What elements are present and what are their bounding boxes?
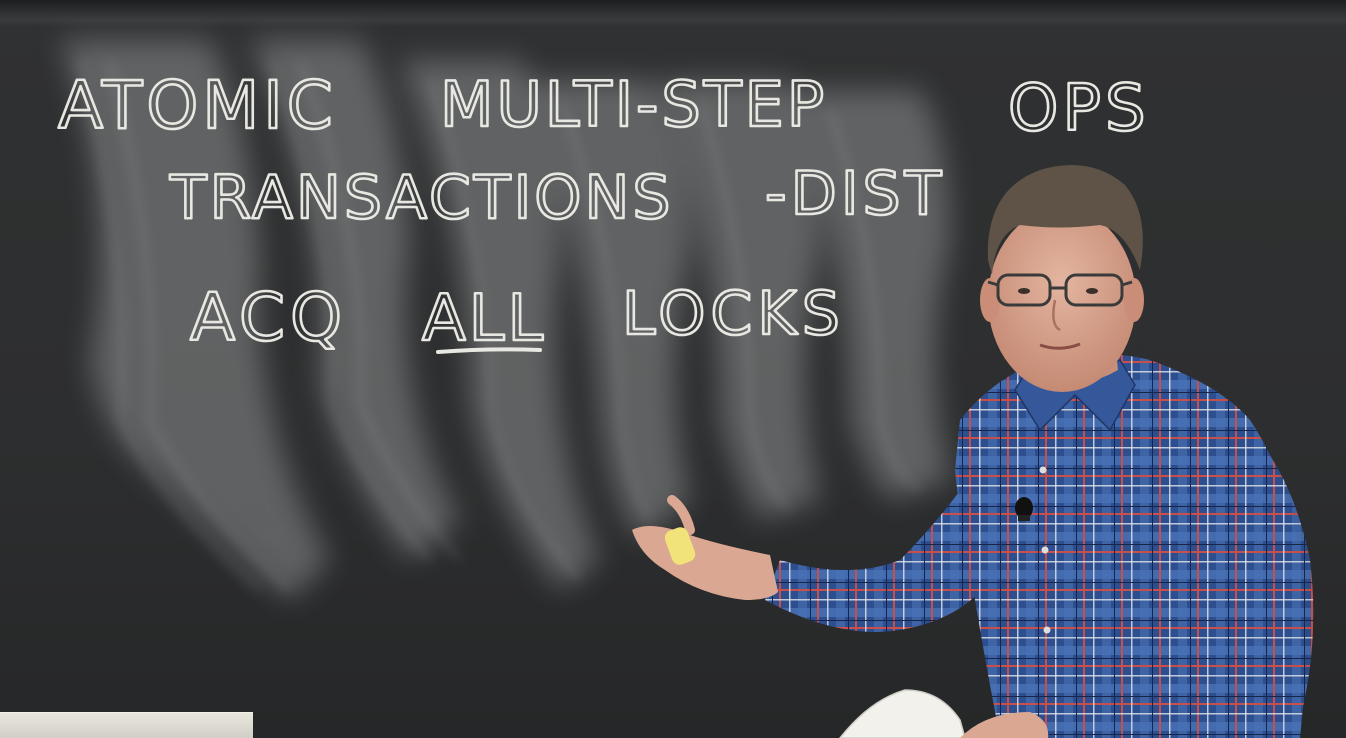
chalk-word-locks: LOCKS [622,279,845,349]
eye-right [1086,288,1098,294]
shirt-button [1040,467,1047,474]
chalk-word-acq: ACQ [190,279,348,356]
hand-left [960,712,1048,738]
hand [632,526,778,600]
lecturer-head [988,208,1136,392]
chalk-word-multi-step: MULTI-STEP [440,68,828,141]
chalk-word-transactions: TRANSACTIONS [170,163,674,233]
paper-sheets [840,690,965,738]
chalk-word-all: ALL [422,282,547,356]
chalk-word-dist: -DIST [765,159,946,229]
shirt-sleeve [765,470,1003,632]
shirt-button [1042,547,1049,554]
chalk-word-ops: OPS [1008,72,1150,146]
shirt-button [1044,627,1051,634]
paper-on-ledge [0,712,253,738]
eye-left [1018,288,1030,294]
chalk-word-atomic: ATOMIC [58,67,337,144]
thumb [672,500,690,530]
